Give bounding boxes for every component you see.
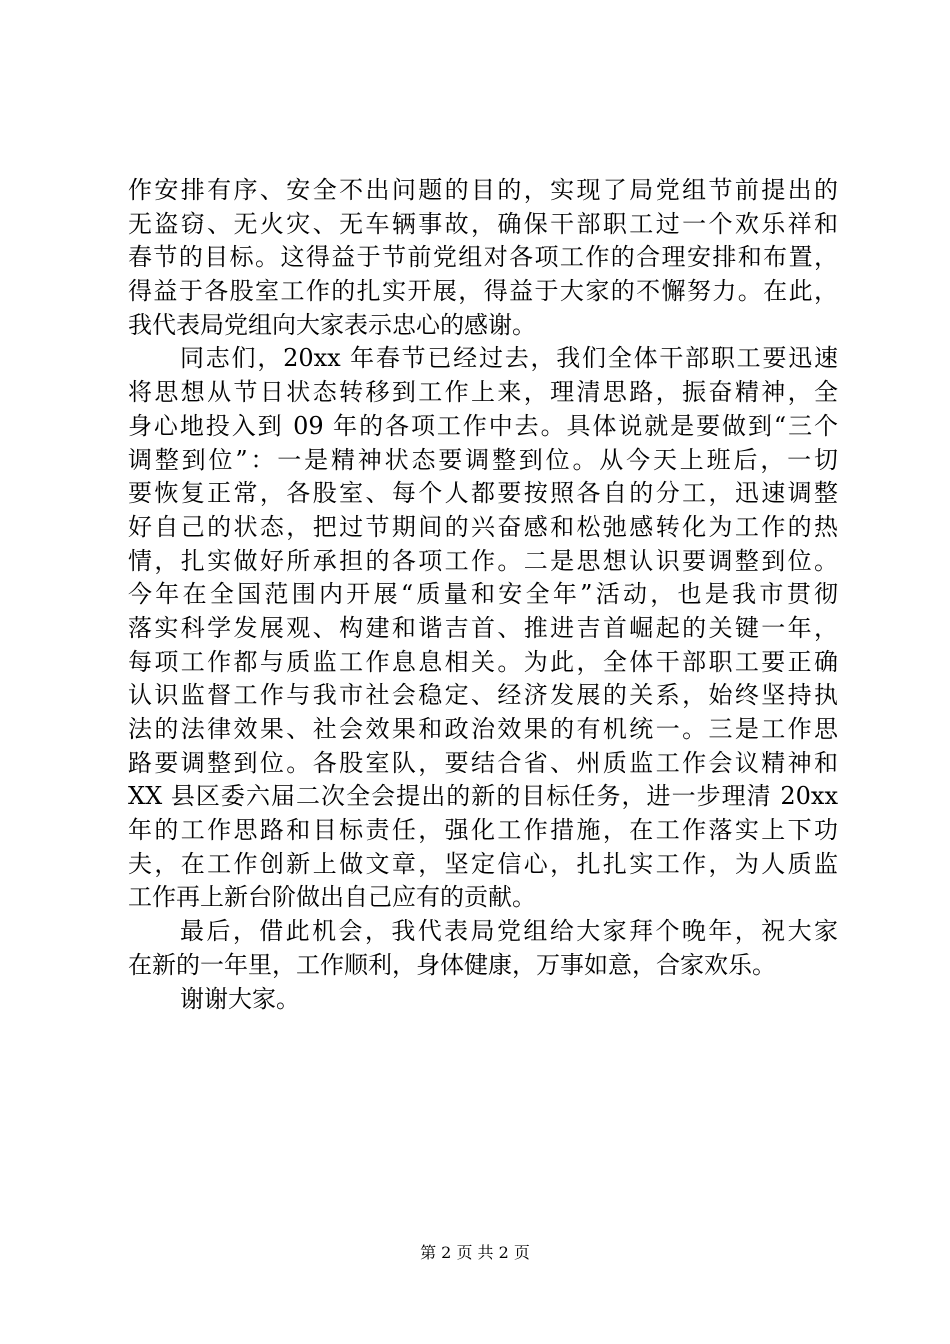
text-line: 无盗窃、无火灾、无车辆事故，确保干部职工过一个欢乐祥和 xyxy=(128,209,838,238)
text-line: 夫，在工作创新上做文章，坚定信心，扎扎实工作，为人质监 xyxy=(128,849,838,878)
text-line: 今年在全国范围内开展“质量和安全年”活动，也是我市贯彻 xyxy=(128,580,838,609)
paragraph-start-line: 谢谢大家。 xyxy=(180,984,300,1013)
text-line: 路要调整到位。各股室队，要结合省、州质监工作会议精神和 xyxy=(128,748,838,777)
text-line: 将思想从节日状态转移到工作上来，理清思路，振奋精神，全 xyxy=(128,378,838,407)
text-line: 春节的目标。这得益于节前党组对各项工作的合理安排和布置， xyxy=(128,243,838,272)
text-line: 落实科学发展观、构建和谐吉首、推进吉首崛起的关键一年， xyxy=(128,613,838,642)
text-line: 我代表局党组向大家表示忠心的感谢。 xyxy=(128,310,536,339)
text-line: 身心地投入到 09 年的各项工作中去。具体说就是要做到“三个 xyxy=(128,411,838,440)
text-line: 法的法律效果、社会效果和政治效果的有机统一。三是工作思 xyxy=(128,715,838,743)
text-line: 好自己的状态，把过节期间的兴奋感和松弛感转化为工作的热 xyxy=(128,512,838,541)
text-line: 每项工作都与质监工作息息相关。为此，全体干部职工要正确 xyxy=(128,647,838,676)
text-line: 调整到位”：一是精神状态要调整到位。从今天上班后，一切 xyxy=(128,445,838,474)
text-line: 在新的一年里，工作顺利，身体健康，万事如意，合家欢乐。 xyxy=(128,950,776,979)
text-line: 作安排有序、安全不出问题的目的，实现了局党组节前提出的 xyxy=(128,176,838,204)
paragraph-start-line: 最后，借此机会，我代表局党组给大家拜个晚年，祝大家 xyxy=(180,917,838,946)
text-line: 得益于各股室工作的扎实开展，得益于大家的不懈努力。在此， xyxy=(128,277,838,306)
text-line: 工作再上新台阶做出自己应有的贡献。 xyxy=(128,883,536,912)
text-line: 情，扎实做好所承担的各项工作。二是思想认识要调整到位。 xyxy=(128,546,838,575)
page-number-footer: 第 2 页 共 2 页 xyxy=(420,1243,530,1262)
text-line: 认识监督工作与我市社会稳定、经济发展的关系，始终坚持执 xyxy=(128,681,838,710)
text-line: 年的工作思路和目标责任，强化工作措施，在工作落实上下功 xyxy=(128,816,838,845)
document-body xyxy=(128,174,838,1016)
text-line: XX 县区委六届二次全会提出的新的目标任务，进一步理清 20xx xyxy=(128,782,838,811)
text-line: 要恢复正常，各股室、每个人都要按照各自的分工，迅速调整 xyxy=(128,479,838,508)
paragraph-start-line: 同志们，20xx 年春节已经过去，我们全体干部职工要迅速 xyxy=(180,344,838,373)
